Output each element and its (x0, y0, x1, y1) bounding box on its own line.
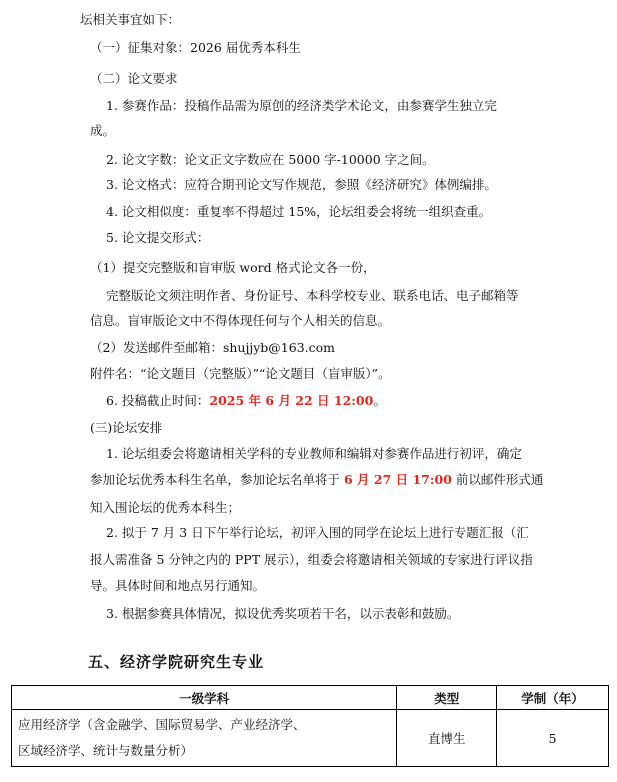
text-line: 3. 根据参赛具体情况，拟设优秀奖项若干名，以示表彰和鼓励。 (106, 606, 460, 621)
table-header-row (12, 686, 609, 710)
text-line: 2. 论文字数：论文正文字数应在 5000 字-10000 字之间。 (106, 152, 435, 167)
text-line: 报人需准备 5 分钟之内的 PPT 展示），组委会将邀请相关领域的专家进行评议指 (90, 552, 533, 567)
deadline-value: 2025 年 6 月 22 日 12:00 (209, 393, 374, 408)
header-years: 学制（年） (497, 686, 609, 710)
program-table (11, 685, 609, 767)
text-line: （二）论文要求 (90, 71, 178, 86)
text-line: 信息。盲审版论文中不得体现任何与个人相关的信息。 (90, 313, 391, 328)
text-line: （2）发送邮件至邮箱：shujjyb@163.com (90, 340, 335, 355)
deadline-label: 6. 投稿截止时间： (106, 393, 210, 408)
text-line: 3. 论文格式：应符合期刊论文写作规范，参照《经济研究》体例编排。 (106, 177, 497, 192)
text-line: 1. 论坛组委会将邀请相关学科的专业教师和编辑对参赛作品进行初评，确定 (106, 446, 522, 461)
header-subject: 一级学科 (12, 686, 397, 710)
text-line: 4. 论文相似度：重复率不得超过 15%，论坛组委会将统一组织查重。 (106, 204, 492, 219)
notice-date: 6 月 27 日 17:00 (343, 472, 452, 487)
cell-years: 5 (497, 710, 609, 767)
text-line: (三)论坛安排 (90, 420, 163, 435)
cell-subject (12, 710, 397, 767)
text-line: 成。 (90, 123, 116, 138)
header-type: 类型 (397, 686, 497, 710)
text-line: 附件名：“论文题目（完整版）”“论文题目（盲审版）”。 (90, 366, 391, 381)
notice-date-line (90, 472, 543, 488)
text-line: 导。具体时间和地点另行通知。 (90, 578, 266, 593)
text-line: 完整版论文须注明作者、身份证号、本科学校专业、联系电话、电子邮箱等 (106, 288, 519, 303)
text-line: 知入围论坛的优秀本科生； (90, 500, 241, 515)
deadline-line (106, 393, 386, 409)
text-line: （1）提交完整版和盲审版 word 格式论文各一份， (90, 260, 376, 275)
text-line: （一）征集对象：2026 届优秀本科生 (90, 40, 301, 55)
text-line: 5. 论文提交形式： (106, 230, 210, 245)
table-row (12, 710, 609, 767)
text-line: 1. 参赛作品：投稿作品需为原创的经济类学术论文，由参赛学生独立完 (106, 98, 497, 113)
notice-text: 参加论坛优秀本科生名单，参加论坛名单将于 (90, 472, 344, 487)
text-line: 坛相关事宜如下： (80, 12, 181, 27)
text-line: 2. 拟于 7 月 3 日下午举行论坛，初评入围的同学在论坛上进行专题汇报（汇 (106, 525, 529, 540)
section-heading: 五、经济学院研究生专业 (88, 653, 265, 671)
cell-type: 直博生 (397, 710, 497, 767)
subject-line: 应用经济学（含金融学、国际贸易学、产业经济学、 (18, 717, 306, 732)
deadline-end: 。 (373, 393, 386, 408)
notice-text-end: 前以邮件形式通 (451, 472, 544, 487)
subject-line: 区域经济学、统计与数量分析） (18, 743, 194, 758)
